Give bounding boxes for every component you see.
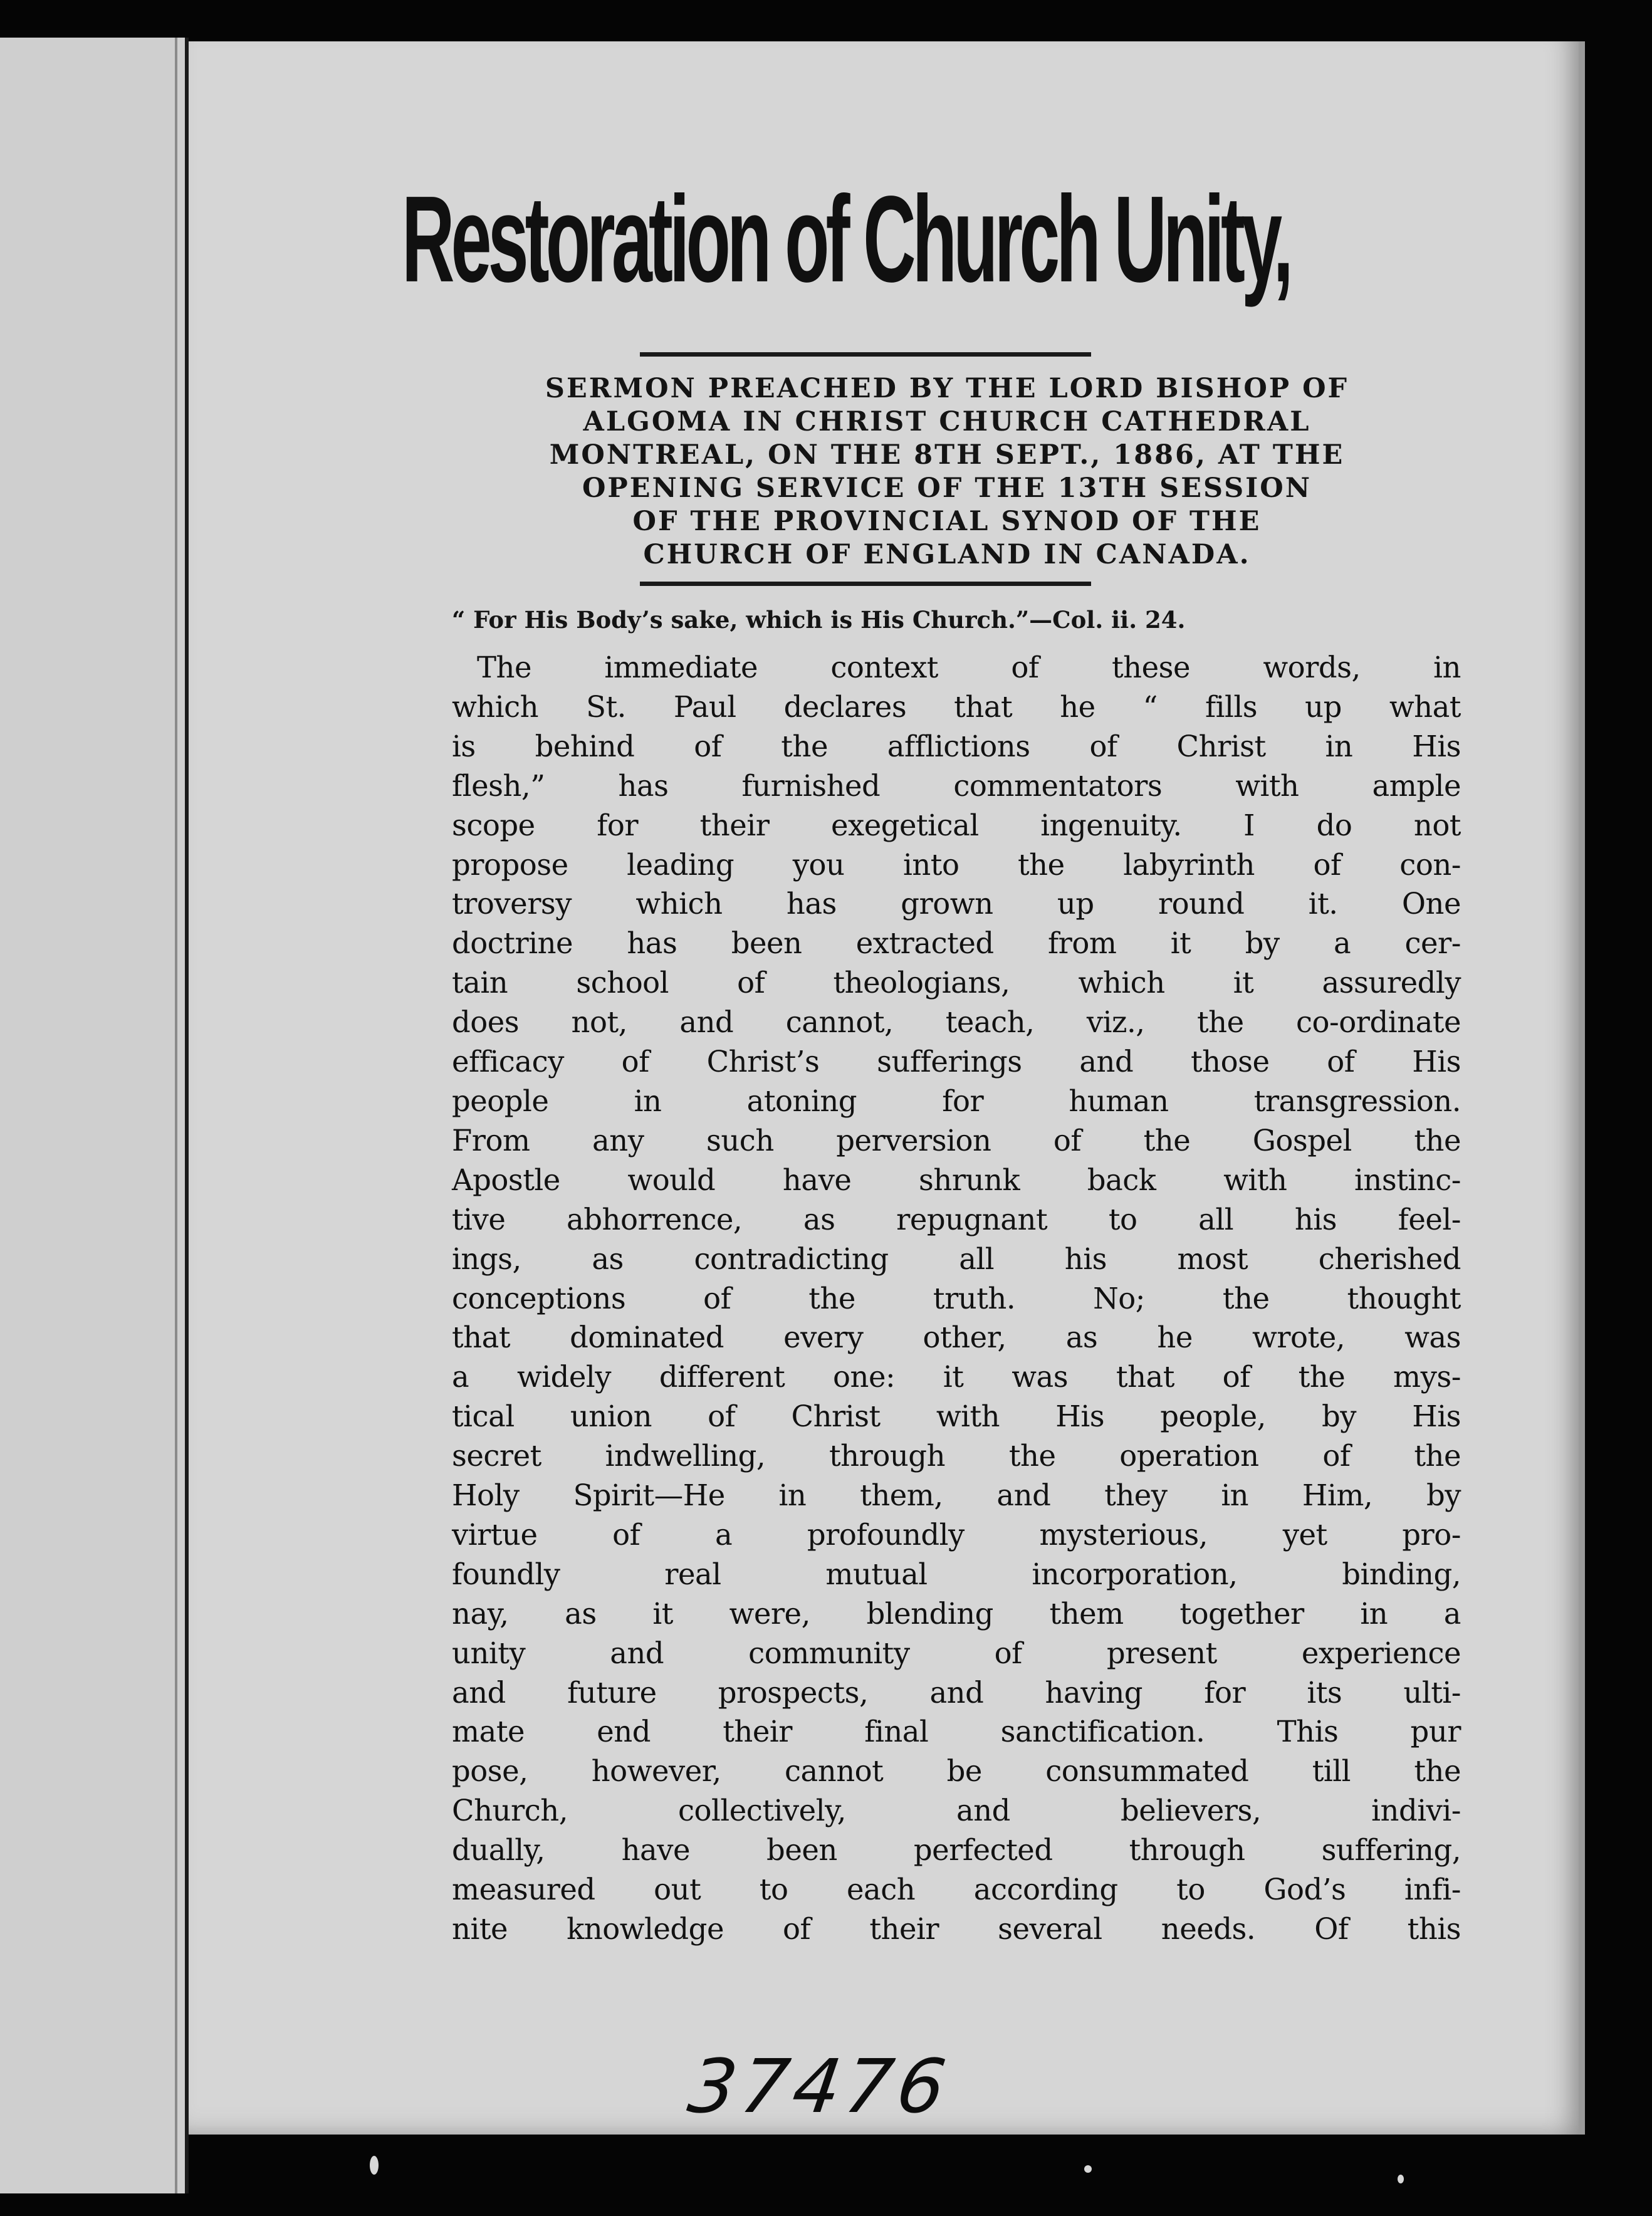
body-line: The immediate context of these words, in <box>477 651 1461 684</box>
body-line: nite knowledge of their several needs. Of this <box>452 1912 1461 1946</box>
binding-edge <box>175 38 177 2193</box>
body-line: propose leading you into the labyrinth of con- <box>452 847 1461 882</box>
sermon-body <box>452 648 1461 1949</box>
body-line: a widely different one: it was that of the mys- <box>452 1360 1461 1394</box>
body-line: flesh,” has furnished commentators with ample <box>452 768 1461 803</box>
body-line: and future prospects, and having for its ulti- <box>452 1675 1461 1710</box>
body-line: Holy Spirit—He in them, and they in Him, by <box>452 1478 1461 1513</box>
body-line: Church, collectively, and believers, indivi- <box>452 1794 1461 1828</box>
body-line: pose, however, cannot be consummated till the <box>452 1754 1461 1789</box>
body-line: efficacy of Christ’s sufferings and those of His <box>452 1045 1461 1079</box>
body-line: measured out to each according to God’s infi- <box>452 1873 1461 1907</box>
film-speck <box>370 2156 379 2175</box>
film-speck <box>1084 2165 1092 2173</box>
body-line: ings, as contradicting all his most cherished <box>452 1241 1461 1276</box>
body-line: secret indwelling, through the operation of the <box>452 1439 1461 1473</box>
document-page <box>189 41 1585 2135</box>
body-line: nay, as it were, blending them together in a <box>452 1596 1461 1631</box>
body-line: Apostle would have shrunk back with instinc- <box>452 1163 1461 1197</box>
body-line: foundly real mutual incorporation, binding, <box>452 1557 1461 1591</box>
subtitle-divider <box>640 582 1091 586</box>
subtitle-block <box>439 372 1455 572</box>
subtitle-line: SERMON PREACHED BY THE LORD BISHOP OF <box>545 373 1349 404</box>
body-line: conceptions of the truth. No; the thought <box>452 1281 1461 1315</box>
body-line: people in atoning for human transgression. <box>452 1084 1461 1118</box>
body-line: dually, have been perfected through suffering, <box>452 1833 1461 1868</box>
subtitle-line: MONTREAL, ON THE 8TH SEPT., 1886, AT THE <box>549 439 1345 471</box>
handwritten-number: 37476 <box>683 2043 956 2130</box>
body-line: does not, and cannot, teach, viz., the co-ordinate <box>452 1005 1461 1040</box>
body-line: doctrine has been extracted from it by a cer- <box>452 926 1461 961</box>
body-line: tain school of theologians, which it assuredly <box>452 966 1461 1000</box>
subtitle-line: OPENING SERVICE OF THE 13TH SESSION <box>582 473 1312 504</box>
subtitle-line: OF THE PROVINCIAL SYNOD OF THE <box>632 506 1262 537</box>
film-speck <box>1398 2175 1404 2183</box>
body-line: mate end their final sanctification. This pur <box>452 1715 1461 1749</box>
body-line: which St. Paul declares that he “ fills up what <box>452 689 1461 724</box>
body-line: is behind of the afflictions of Christ in His <box>452 729 1461 763</box>
title-divider <box>640 352 1091 357</box>
body-line: tive abhorrence, as repugnant to all his feel- <box>452 1202 1461 1236</box>
body-line: scope for their exegetical ingenuity. I do not <box>452 808 1461 842</box>
body-line: From any such perversion of the Gospel the <box>452 1123 1461 1158</box>
body-line: that dominated every other, as he wrote, was <box>452 1320 1461 1355</box>
page-title: Restoration of Church Unity, <box>402 170 1290 308</box>
subtitle-line: CHURCH OF ENGLAND IN CANADA. <box>643 539 1251 570</box>
body-line: troversy which has grown up round it. One <box>452 887 1461 921</box>
binding-strip <box>0 38 189 2193</box>
body-line: virtue of a profoundly mysterious, yet pro- <box>452 1517 1461 1552</box>
body-line: unity and community of present experience <box>452 1636 1461 1670</box>
body-line: tical union of Christ with His people, by His <box>452 1399 1461 1434</box>
epigraph: “ For His Body’s sake, which is His Church.”—Col. ii. 24. <box>452 606 1186 634</box>
subtitle-line: ALGOMA IN CHRIST CHURCH CATHEDRAL <box>583 406 1311 437</box>
